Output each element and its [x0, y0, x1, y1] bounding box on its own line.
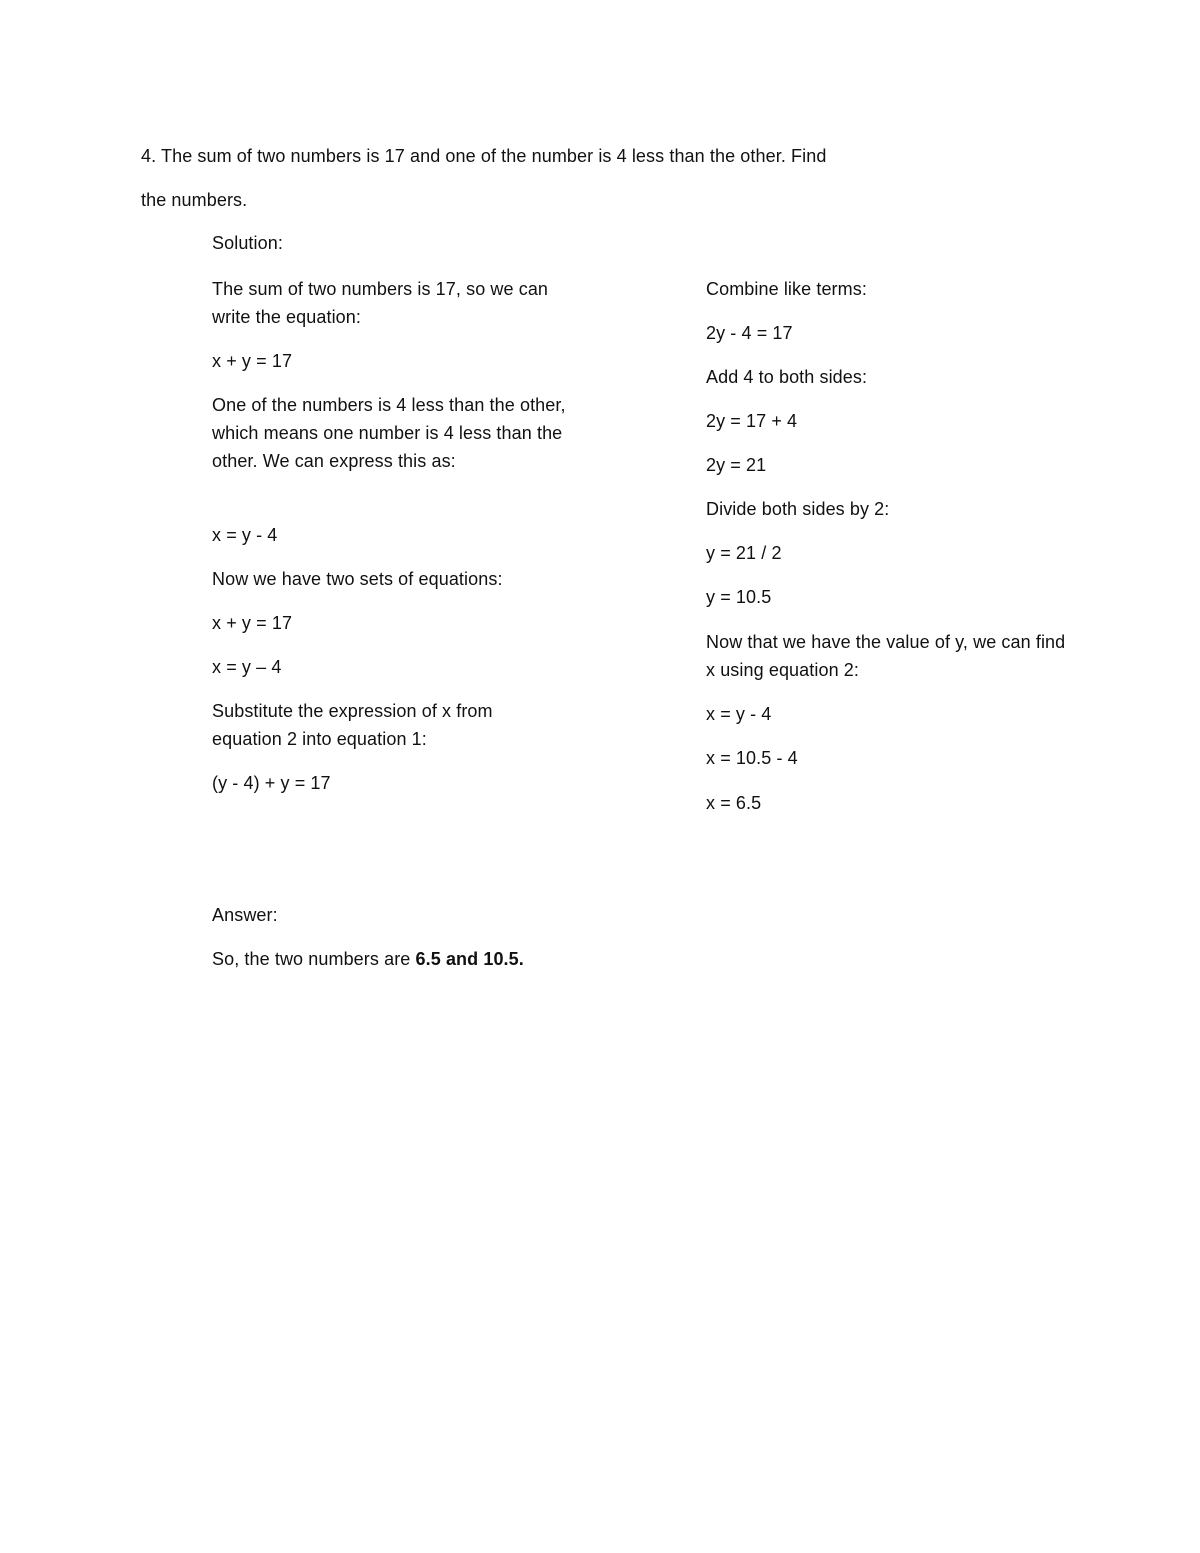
step-text: One of the numbers is 4 less than the other, which means one number is 4 less than the other. We can express this as: [212, 395, 566, 471]
equation: x = y - 4 [706, 704, 772, 724]
equation: 2y - 4 = 17 [706, 323, 793, 343]
step-text: Divide both sides by 2: [706, 499, 890, 519]
equation: x = y - 4 [212, 525, 278, 545]
equation: x + y = 17 [212, 613, 293, 633]
step-text: Add 4 to both sides: [706, 367, 868, 387]
solution-heading: Solution: [212, 233, 283, 253]
step-text: The sum of two numbers is 17, so we can write the equation: [212, 279, 549, 327]
equation: y = 10.5 [706, 587, 772, 607]
answer-heading: Answer: [212, 905, 278, 925]
equation: y = 21 / 2 [706, 543, 782, 563]
answer-prefix: So, the two numbers are [212, 949, 416, 969]
equation: (y - 4) + y = 17 [212, 773, 331, 793]
step-text: Combine like terms: [706, 279, 867, 299]
step-text: Substitute the expression of x from equation 2 into equation 1: [212, 701, 493, 749]
question-line-2: the numbers. [141, 190, 248, 210]
equation: 2y = 21 [706, 455, 767, 475]
equation: x = y – 4 [212, 657, 282, 677]
question-line-1: 4. The sum of two numbers is 17 and one of the number is 4 less than the other. Find [141, 146, 827, 166]
equation: x = 10.5 - 4 [706, 748, 798, 768]
step-text: Now that we have the value of y, we can find x using equation 2: [706, 632, 1066, 680]
equation: x + y = 17 [212, 351, 293, 371]
answer-values: 6.5 and 10.5. [415, 949, 524, 969]
answer-line [212, 945, 524, 973]
equation: 2y = 17 + 4 [706, 411, 798, 431]
step-text: Now we have two sets of equations: [212, 569, 503, 589]
equation: x = 6.5 [706, 793, 762, 813]
